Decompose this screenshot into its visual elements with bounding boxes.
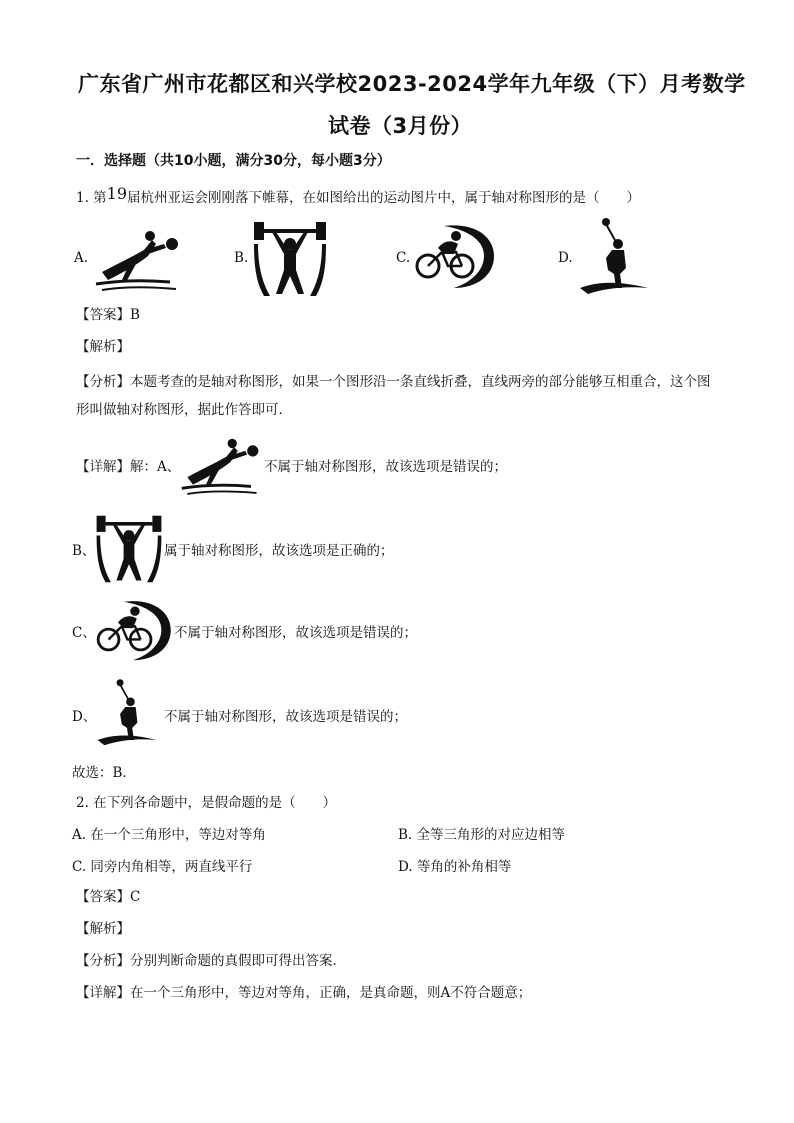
analysis-1-fenxi: 【分析】本题考查的是轴对称图形，如果一个图形沿一条直线折叠，直线两旁的部分能够互相重合，这个图形叫做轴对称图形，据此作答即可． xyxy=(76,374,711,418)
analysis-1-label: 【解析】 xyxy=(76,339,130,355)
option-a-label: A. xyxy=(74,250,89,266)
cyclist-icon xyxy=(94,598,174,664)
volleyball-player-icon xyxy=(178,428,264,500)
detail-1-a: 不属于轴对称图形，故该选项是错误的； xyxy=(264,459,507,475)
cyclist-icon xyxy=(414,222,496,292)
weightlifter-icon xyxy=(250,220,330,298)
option-c-label: C. xyxy=(396,250,411,266)
analysis-2-label: 【解析】 xyxy=(76,921,130,937)
detail-2: 【详解】在一个三角形中，等边对等角，正确，是真命题，则A不符合题意； xyxy=(76,985,532,1001)
detail-1-b: 属于轴对称图形，故该选项是正确的； xyxy=(164,543,394,559)
question-1-stem xyxy=(76,186,640,209)
detail-1-b-label: B、 xyxy=(72,543,96,559)
option-b-label: B. xyxy=(234,250,249,266)
section-heading: 一．选择题（共10小题，满分30分，每小题3分） xyxy=(76,153,391,169)
question-1-suffix: 届杭州亚运会刚刚落下帷幕，在如图给出的运动图片中，属于轴对称图形的是（ ） xyxy=(127,190,641,206)
question-2-stem: 2. 在下列各命题中，是假命题的是（ ） xyxy=(76,795,337,811)
detail-1-c: 不属于轴对称图形，故该选项是错误的； xyxy=(174,625,417,641)
answer-2: 【答案】C xyxy=(76,889,141,905)
page-title-line2: 试卷（3月份） xyxy=(328,114,473,138)
detail-1-prefix: 【详解】解：A、 xyxy=(76,459,181,475)
question-1-number: 19 xyxy=(106,184,128,203)
detail-1-c-label: C、 xyxy=(72,625,96,641)
question-1-prefix: 1. 第 xyxy=(76,190,107,206)
analysis-2-fenxi: 【分析】分别判断命题的真假即可得出答案． xyxy=(76,953,346,969)
q2-option-c: C. 同旁内角相等，两直线平行 xyxy=(72,859,253,875)
hammer-thrower-icon xyxy=(94,676,160,752)
q2-option-a: A. 在一个三角形中，等边对等角 xyxy=(72,827,266,843)
detail-1-d-label: D、 xyxy=(72,709,97,725)
page-title-line1: 广东省广州市花都区和兴学校2023-2024学年九年级（下）月考数学 xyxy=(78,72,746,96)
q2-option-b: B. 全等三角形的对应边相等 xyxy=(398,827,566,843)
option-d-label: D. xyxy=(558,250,573,266)
hammer-thrower-icon xyxy=(576,218,652,298)
choose-1: 故选：B． xyxy=(72,765,136,781)
detail-1-d: 不属于轴对称图形，故该选项是错误的； xyxy=(164,709,407,725)
weightlifter-icon xyxy=(93,510,165,588)
volleyball-player-icon xyxy=(92,222,184,294)
q2-option-d: D. 等角的补角相等 xyxy=(398,859,512,875)
answer-1: 【答案】B xyxy=(76,307,140,323)
